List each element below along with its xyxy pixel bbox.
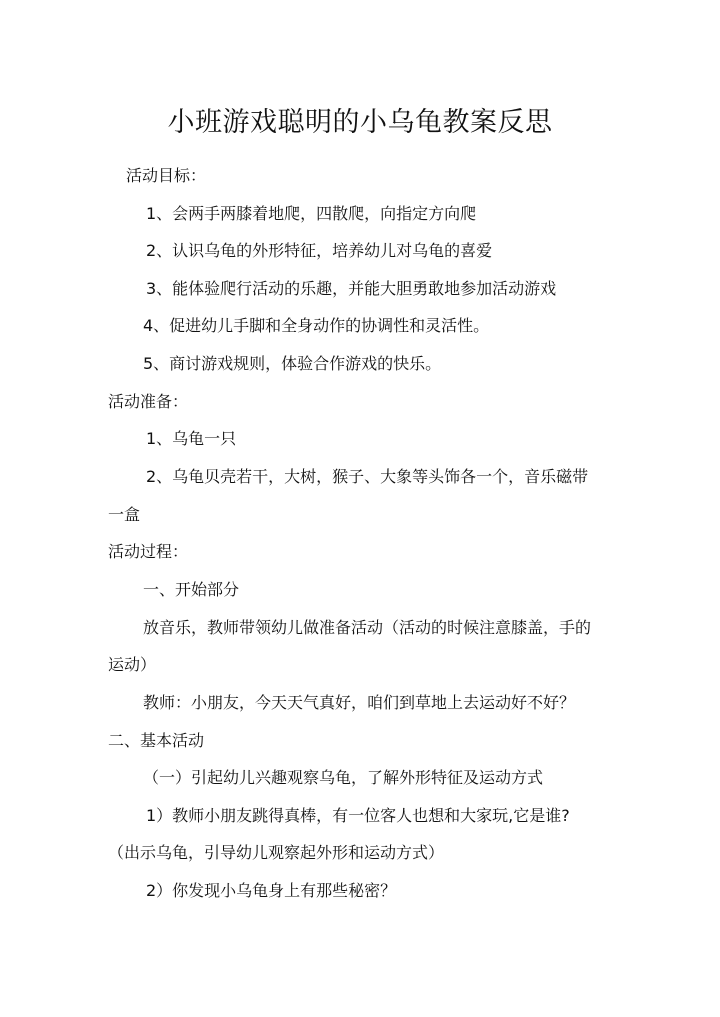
teacher-dialogue: 教师：小朋友，今天天气真好，咱们到草地上去运动好不好？: [143, 693, 576, 712]
process-part-2-heading: 二、基本活动: [108, 731, 205, 750]
process-part-1-heading: 一、开始部分: [143, 580, 240, 599]
goal-item-5: 5、商讨游戏规则，体验合作游戏的快乐。: [143, 354, 442, 373]
section-heading-preparation: 活动准备：: [108, 392, 189, 411]
document-title: 小班游戏聪明的小乌龟教案反思: [167, 107, 553, 138]
goal-item-4: 4、促进幼儿手脚和全身动作的协调性和灵活性。: [143, 316, 490, 335]
preparation-item-1: 1、乌龟一只: [146, 429, 237, 448]
section-heading-goals: 活动目标：: [126, 166, 207, 185]
goal-item-3: 3、能体验爬行活动的乐趣，并能大胆勇敢地参加活动游戏: [146, 279, 557, 298]
process-paragraph: 放音乐，教师带领幼儿做准备活动（活动的时候注意膝盖，手的: [143, 618, 592, 637]
step-item-2: 2）你发现小乌龟身上有那些秘密？: [146, 881, 397, 900]
preparation-item-2-continued: 一盒: [108, 505, 141, 524]
step-item-1: 1）教师小朋友跳得真棒，有一位客人也想和大家玩,它是谁?: [146, 806, 570, 825]
section-heading-process: 活动过程：: [108, 542, 189, 561]
preparation-item-2: 2、乌龟贝壳若干，大树，猴子、大象等头饰各一个，音乐磁带: [146, 467, 589, 486]
goal-item-1: 1、会两手两膝着地爬，四散爬，向指定方向爬: [146, 204, 477, 223]
process-paragraph-continued: 运动）: [108, 655, 157, 674]
step-item-1-continued: （出示乌龟，引导幼儿观察起外形和运动方式）: [108, 843, 445, 862]
goal-item-2: 2、认识乌龟的外形特征，培养幼儿对乌龟的喜爱: [146, 241, 493, 260]
subsection-heading-1: （一）引起幼儿兴趣观察乌龟，了解外形特征及运动方式: [143, 768, 544, 787]
